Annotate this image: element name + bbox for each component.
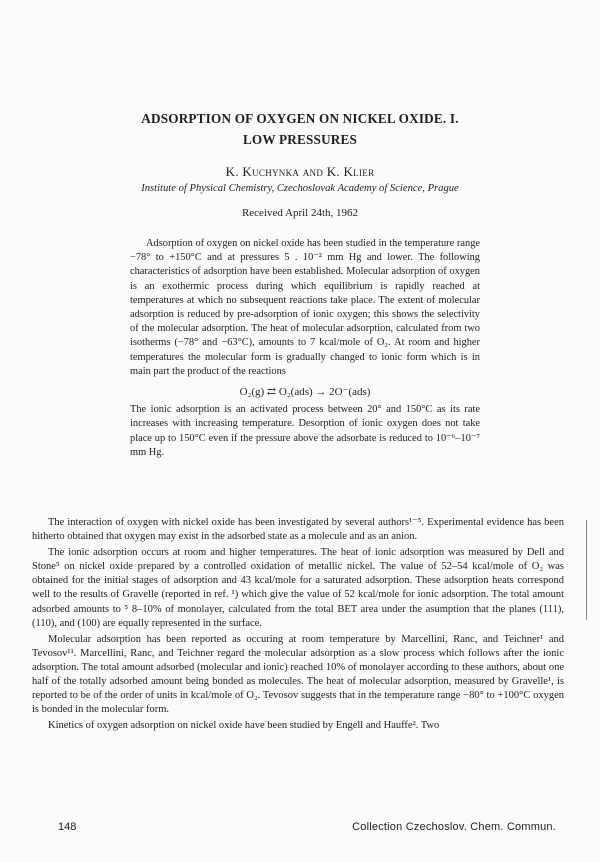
paper-title [60, 108, 540, 150]
affiliation: Institute of Physical Chemistry, Czechoslovak Academy of Science, Prague [141, 183, 459, 194]
author-line: K. Kuchynka and K. Klier [225, 164, 375, 179]
page-number: 148 [58, 821, 77, 833]
abstract [130, 237, 480, 460]
reaction-equation: O₂(g) ⇄ O₂(ads) → 2O⁻(ads) [239, 386, 371, 399]
body-paragraph-1: The interaction of oxygen with nickel oxide has been investigated by several authors¹⁻⁵. Experimental evidence has been hitherto obtained that oxygen may exist in the adsorbed state as a molecule and as an anion. [32, 517, 564, 543]
body-paragraph-3: Molecular adsorption has been reported as occuring at room temperature by Marcellini, Ranc, and Teichner¹ and Tevosov¹¹. Marcellini, Ranc, and Teichner regard the molecular adsorption as a slow process which follows after the ionic adsorption. The total amount adsorbed (molecular and ionic) reached 10% of monolayer according to these authors, about one half of the totally adsorbed amount being bonded as molecules. The heat of molecular adsorption, measured by Gravelle¹, is reported to be of the order of units in kcal/mole of O₂. Tevosov suggests that in the temperature range −80° to +100°C oxygen is bonded in the molecular form. [32, 633, 564, 716]
received-date: Received April 24th, 1962 [241, 207, 359, 219]
title-line-1: ADSORPTION OF OXYGEN ON NICKEL OXIDE. I. [141, 111, 459, 126]
body-paragraph-4: Kinetics of oxygen adsorption on nickel oxide have been studied by Engell and Hauffe². Two [48, 720, 440, 732]
body-paragraph-2: The ionic adsorption occurs at room and higher temperatures. The heat of ionic adsorption was measured by Dell and Stone⁵ on nickel oxide prepared by a controlled oxidation of metallic nickel. The value of 52–54 kcal/mole of O₂ was obtained for the initial stages of adsorption and 43 kcal/mole for a saturated adsorption. These adsorption heats correspond well to the results of Gravelle (reported in ref. ¹) which give the value of 52 kcal/mole for ionic adsorption. The total amount adsorbed amounts to ⁵ 8–10% of monolayer, calculated from the total BET area under the asumption that the planes (111), (110), and (100) are equally represented in the surface. [32, 547, 564, 629]
title-line-2: LOW PRESSURES [242, 132, 358, 147]
journal-name: Collection Czechoslov. Chem. Commun. [352, 821, 556, 833]
abstract-paragraph-2: The ionic adsorption is an activated process between 20° and 150°C as its rate increases with increasing temperature. Desorption of ionic oxygen does not take place up to 150°C even if the pressure above the adsorbate is reduced to 10⁻⁶–10⁻⁷ mm Hg. [130, 404, 480, 458]
scan-margin-line [586, 520, 587, 620]
body-text [32, 516, 564, 735]
abstract-paragraph-1: Adsorption of oxygen on nickel oxide has been studied in the temperature range −78° to +150°C and at pressures 5 . 10⁻² mm Hg and lower. The following characteristics of adsorption have been established. Molecular adsorption of oxygen is an exothermic process during which equilibrium is rapidly reached at temperatures at which no subsequent reactions take place. The extent of molecular adsorption is reduced by pre-adsorption of ionic oxygen; this shows the selectivity of the molecular adsorption. The heat of molecular adsorption, calculated from two isotherms (−78° and −63°C), amounts to 7 kcal/mole of O₂. At room and higher temperatures the molecular form is gradually changed to ionic form which is in main part the product of the reactions [130, 238, 480, 377]
